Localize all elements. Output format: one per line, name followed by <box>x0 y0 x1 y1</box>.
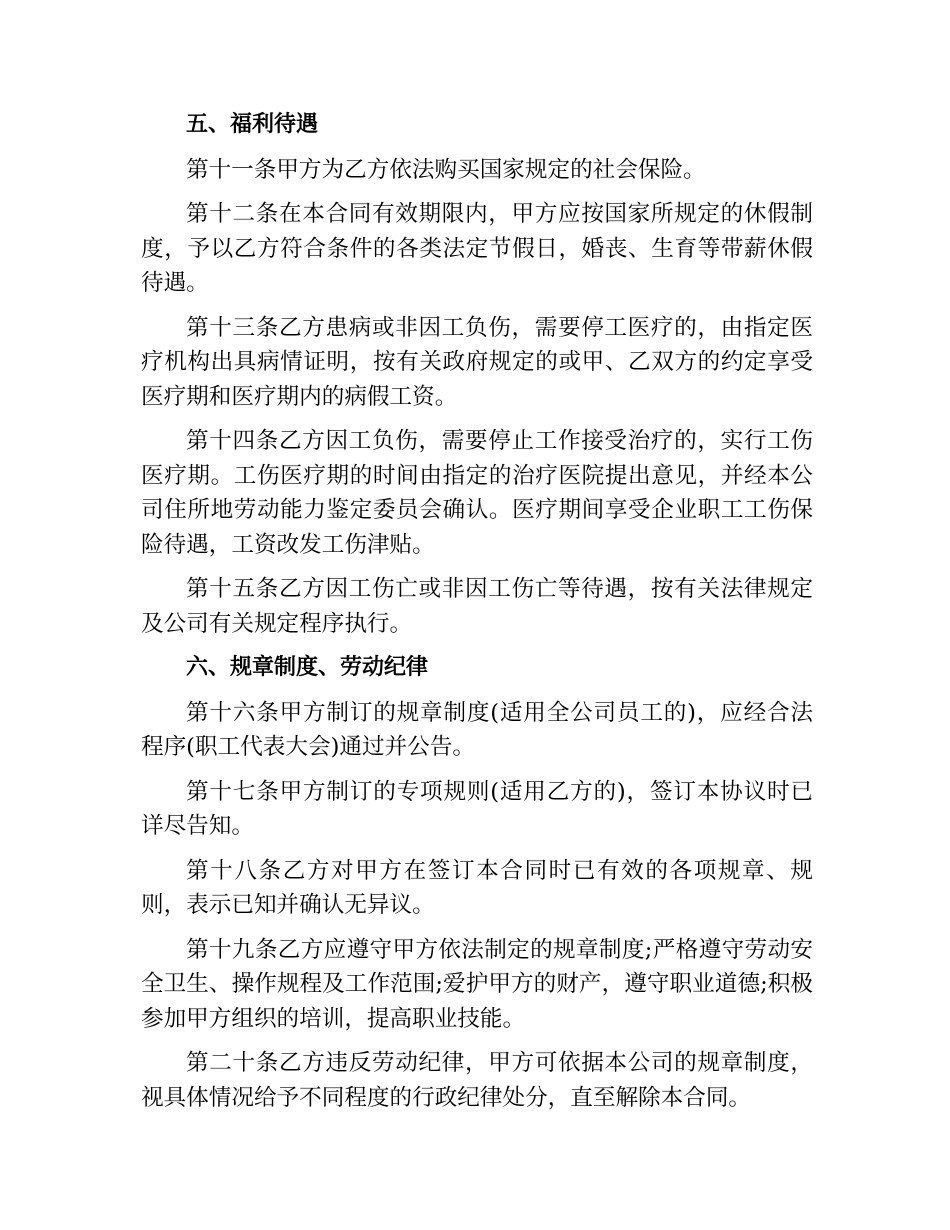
section-heading-welfare: 五、福利待遇 <box>186 112 319 137</box>
article-18: 第十八条乙方对甲方在签订本合同时已有效的各项规章、规则，表示已知并确认无异议。 <box>141 857 813 918</box>
article-12: 第十二条在本合同有效期限内，甲方应按国家所规定的休假制度，予以乙方符合条件的各类法定节假日，婚丧、生育等带薪休假待遇。 <box>141 201 813 296</box>
document-page <box>141 108 813 1125</box>
article-14: 第十四条乙方因工负伤，需要停止工作接受治疗的，实行工伤医疗期。工伤医疗期的时间由指定的治疗医院提出意见，并经本公司住所地劳动能力鉴定委员会确认。医疗期间享受企业职工工伤保险待遇，工资改发工伤津贴。 <box>141 428 813 558</box>
article-11: 第十一条甲方为乙方依法购买国家规定的社会保险。 <box>186 156 706 183</box>
article-17: 第十七条甲方制订的专项规则(适用乙方的)，签订本协议时已详尽告知。 <box>141 778 813 839</box>
section-heading-rules-discipline: 六、规章制度、劳动纪律 <box>186 655 429 680</box>
article-19: 第十九条乙方应遵守甲方依法制定的规章制度;严格遵守劳动安全卫生、操作规程及工作范围;爱护甲方的财产，遵守职业道德;积极参加甲方组织的培训，提高职业技能。 <box>141 936 813 1032</box>
article-13: 第十三条乙方患病或非因工负伤，需要停工医疗的，由指定医疗机构出具病情证明，按有关政府规定的或甲、乙双方的约定享受医疗期和医疗期内的病假工资。 <box>141 314 813 410</box>
article-20: 第二十条乙方违反劳动纪律，甲方可依据本公司的规章制度，视具体情况给予不同程度的行政纪律处分，直至解除本合同。 <box>141 1050 813 1111</box>
article-16: 第十六条甲方制订的规章制度(适用全公司员工的)，应经合法程序(职工代表大会)通过并公告。 <box>141 699 813 760</box>
article-15: 第十五条乙方因工伤亡或非因工伤亡等待遇，按有关法律规定及公司有关规定程序执行。 <box>141 576 813 637</box>
